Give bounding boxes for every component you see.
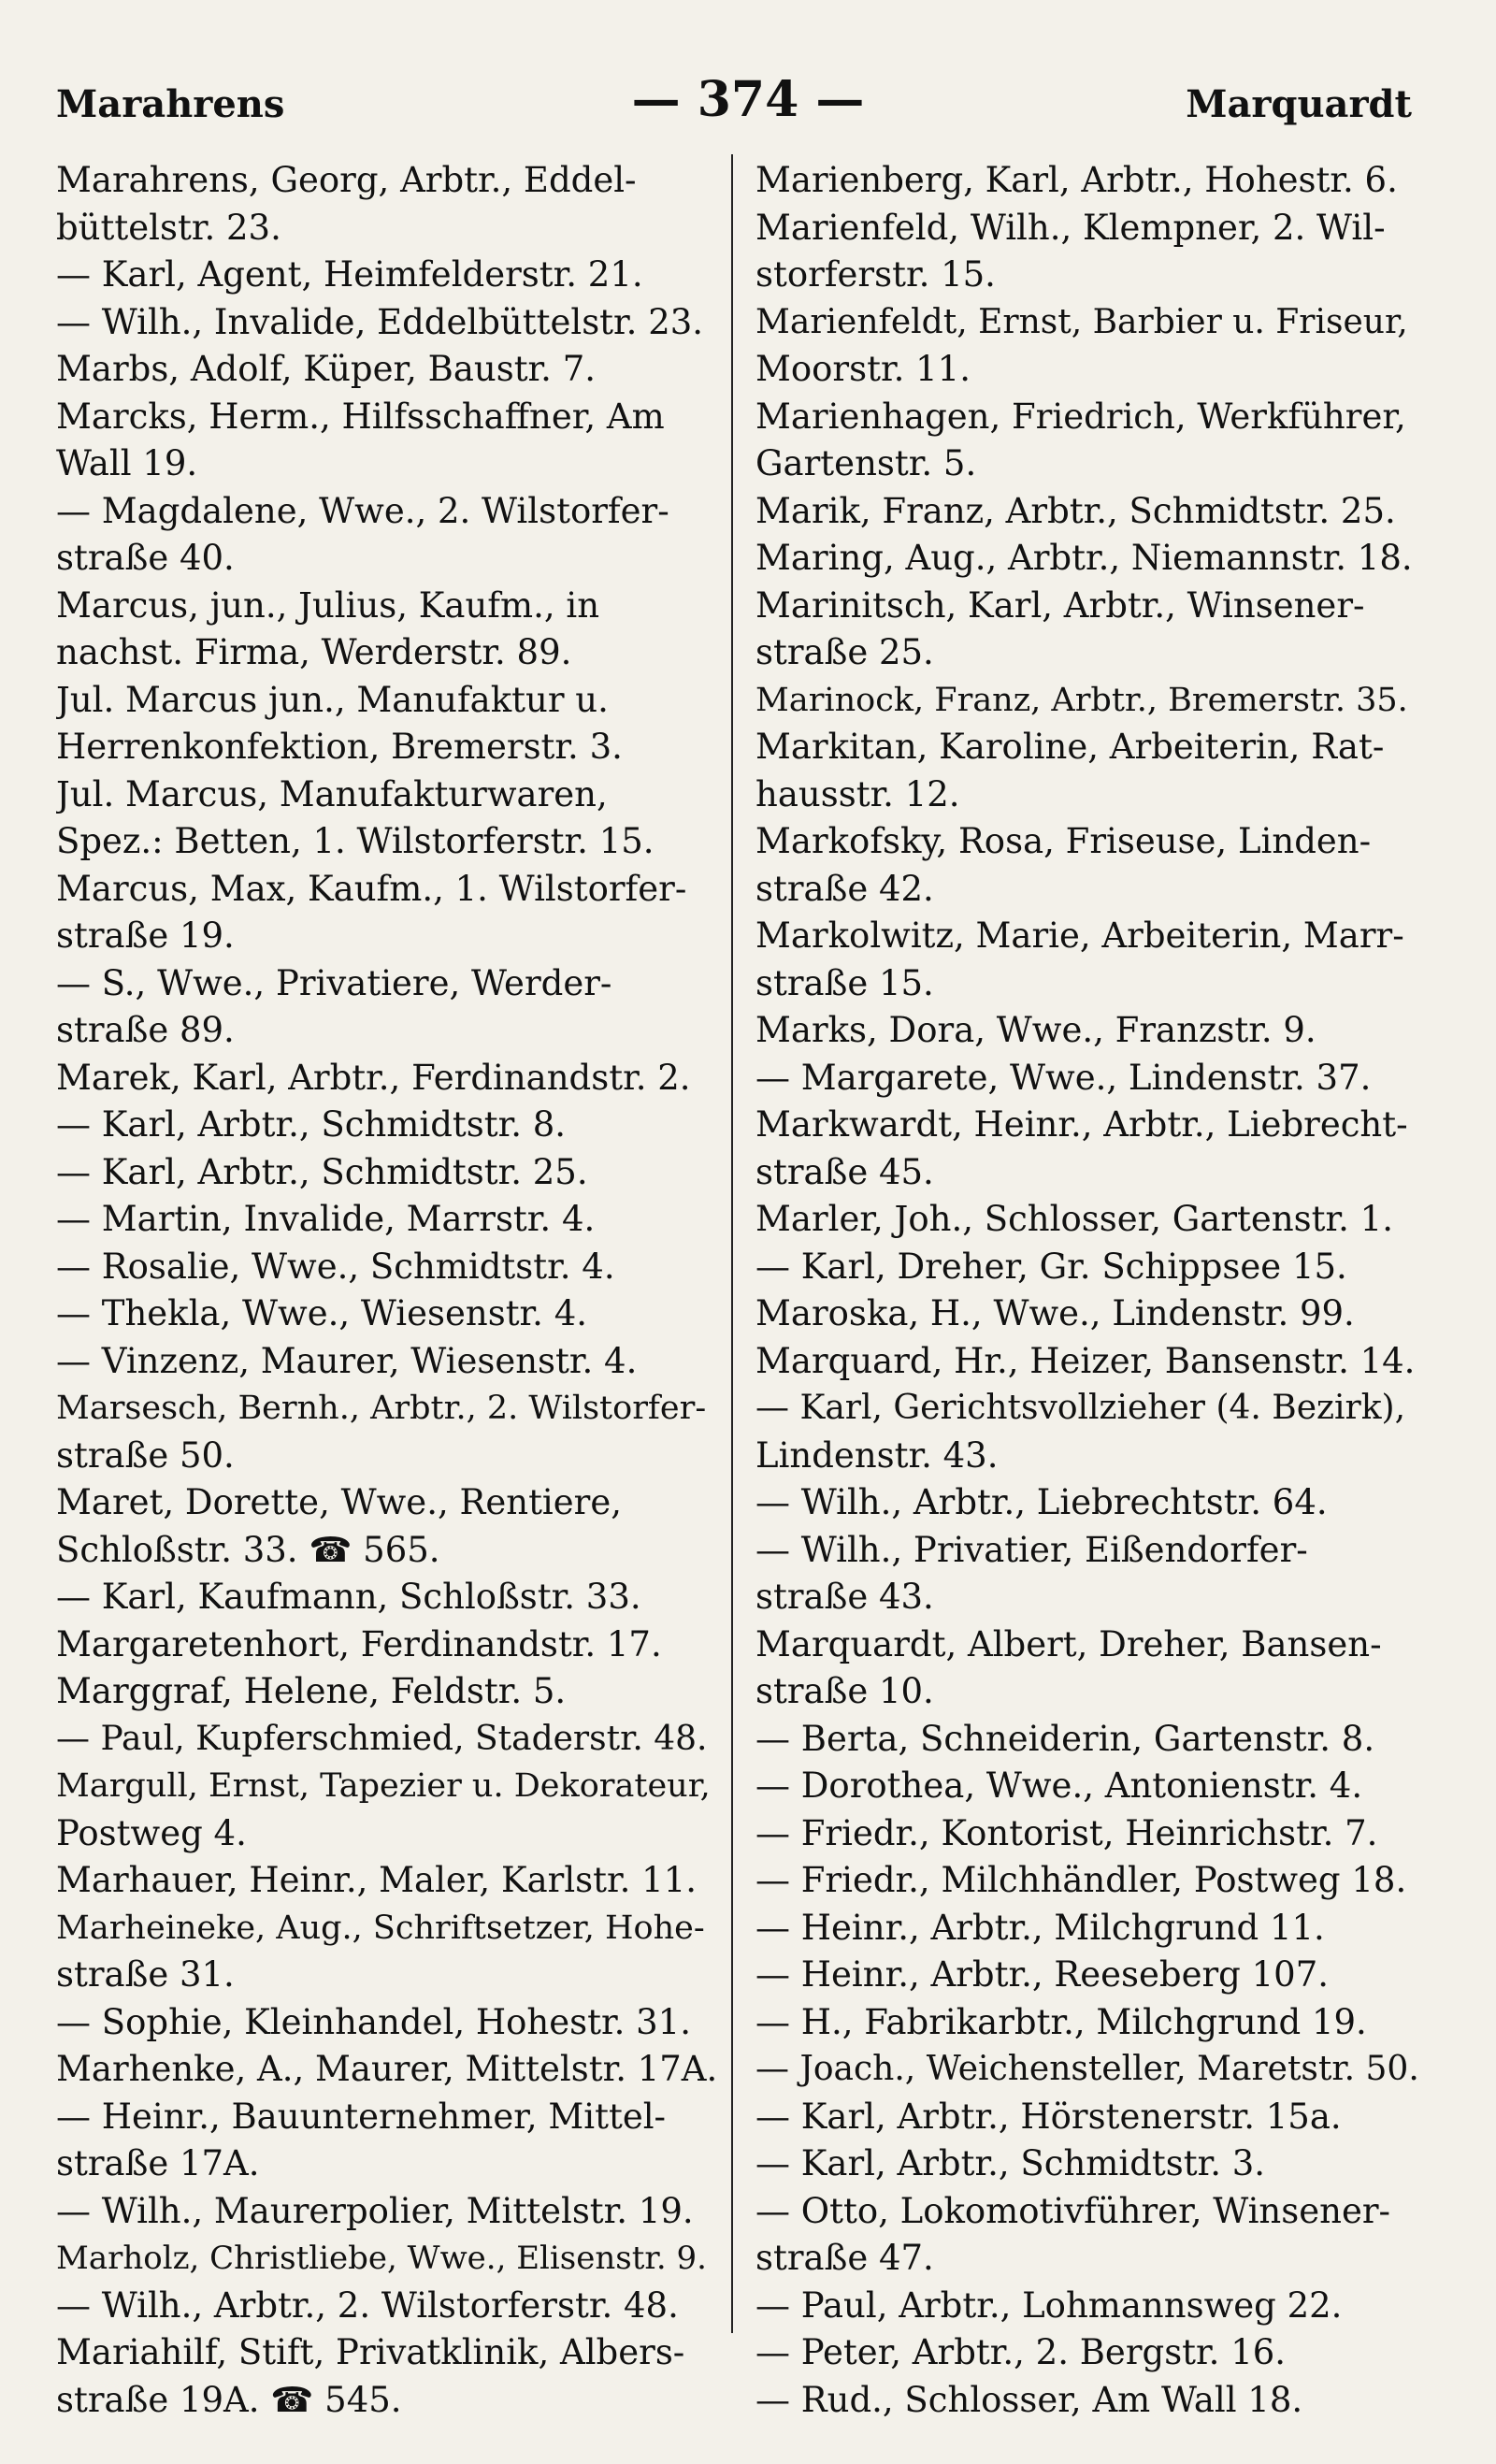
directory-entry: — H., Fabrikarbtr., Milchgrund 19.: [755, 2001, 1367, 2042]
directory-entry: straße 19A. ☎ 545.: [56, 2379, 402, 2420]
directory-entry: Marik, Franz, Arbtr., Schmidtstr. 25.: [755, 490, 1396, 531]
directory-entry: Marienfeld, Wilh., Klempner, 2. Wil-: [755, 207, 1386, 248]
directory-entry: Spez.: Betten, 1. Wilstorferstr. 15.: [56, 821, 654, 861]
directory-entry: straße 31.: [56, 1954, 235, 1995]
directory-entry: — Karl, Arbtr., Schmidtstr. 3.: [755, 2143, 1266, 2183]
directory-entry: hausstr. 12.: [755, 773, 960, 814]
directory-entry: Jul. Marcus jun., Manufaktur u.: [56, 679, 609, 720]
directory-entry: Marsesch, Bernh., Arbtr., 2. Wilstorfer-: [56, 1390, 707, 1427]
directory-entry: — S., Wwe., Privatiere, Werder-: [56, 962, 612, 1003]
directory-entry: Gartenstr. 5.: [755, 443, 977, 483]
directory-entry: Marhenke, A., Maurer, Mittelstr. 17A.: [56, 2049, 718, 2089]
directory-entry: straße 19.: [56, 915, 235, 956]
directory-entry: — Berta, Schneiderin, Gartenstr. 8.: [755, 1718, 1375, 1759]
directory-entry: Marienhagen, Friedrich, Werkführer,: [755, 396, 1406, 437]
directory-entry: — Friedr., Kontorist, Heinrichstr. 7.: [755, 1812, 1378, 1853]
directory-entry: Maret, Dorette, Wwe., Rentiere,: [56, 1482, 623, 1522]
directory-entry: — Wilh., Invalide, Eddelbüttelstr. 23.: [56, 301, 704, 342]
directory-entry: Marcks, Herm., Hilfsschaffner, Am: [56, 396, 665, 437]
directory-entry: straße 47.: [755, 2238, 934, 2278]
directory-entry: Mariahilf, Stift, Privatklinik, Albers-: [56, 2332, 685, 2372]
directory-entry: — Wilh., Maurerpolier, Mittelstr. 19.: [56, 2190, 694, 2231]
directory-entry: — Martin, Invalide, Marrstr. 4.: [56, 1199, 596, 1239]
directory-entry: Markitan, Karoline, Arbeiterin, Rat-: [755, 727, 1385, 767]
left-column: [56, 157, 720, 2424]
directory-entry: Marquardt, Albert, Dreher, Bansen-: [755, 1623, 1382, 1664]
directory-entry: — Otto, Lokomotivführer, Winsener-: [755, 2190, 1391, 2231]
directory-entry: — Peter, Arbtr., 2. Bergstr. 16.: [755, 2332, 1287, 2372]
right-column: [755, 157, 1419, 2424]
directory-entry: Markofsky, Rosa, Friseuse, Linden-: [755, 821, 1372, 861]
directory-entry: Markolwitz, Marie, Arbeiterin, Marr-: [755, 915, 1404, 956]
directory-entry: Moorstr. 11.: [755, 349, 971, 389]
directory-entry: — Karl, Dreher, Gr. Schippsee 15.: [755, 1246, 1347, 1287]
directory-entry: storferstr. 15.: [755, 254, 996, 295]
directory-entry: — Magdalene, Wwe., 2. Wilstorfer-: [56, 490, 669, 531]
directory-entry: — Heinr., Bauunternehmer, Mittel-: [56, 2096, 667, 2137]
directory-entry: — Karl, Gerichtsvollzieher (4. Bezirk),: [755, 1389, 1406, 1427]
directory-entry: — Heinr., Arbtr., Milchgrund 11.: [755, 1907, 1325, 1948]
directory-entry: Marler, Joh., Schlosser, Gartenstr. 1.: [755, 1199, 1393, 1239]
directory-entry: Postweg 4.: [56, 1812, 247, 1853]
directory-entry: straße 45.: [755, 1151, 934, 1192]
directory-entry: — Karl, Kaufmann, Schloßstr. 33.: [56, 1577, 641, 1617]
directory-entry: — Karl, Agent, Heimfelderstr. 21.: [56, 254, 643, 295]
directory-entry: straße 43.: [755, 1577, 934, 1617]
directory-entry: — Heinr., Arbtr., Reeseberg 107.: [755, 1954, 1329, 1995]
directory-entry: — Wilh., Privatier, Eißendorfer-: [755, 1529, 1308, 1570]
directory-entry: Jul. Marcus, Manufakturwaren,: [56, 773, 608, 814]
directory-entry: — Paul, Kupferschmied, Staderstr. 48.: [56, 1719, 708, 1758]
directory-entry: Wall 19.: [56, 443, 198, 483]
directory-entry: Marheineke, Aug., Schriftsetzer, Hohe-: [56, 1909, 705, 1947]
directory-entry: — Dorothea, Wwe., Antonienstr. 4.: [755, 1765, 1363, 1806]
directory-entry: Marholz, Christliebe, Wwe., Elisenstr. 9.: [56, 2240, 707, 2277]
directory-entry: Marienfeldt, Ernst, Barbier u. Friseur,: [755, 302, 1408, 341]
directory-entry: nachst. Firma, Werderstr. 89.: [56, 632, 572, 672]
directory-entry: Marcus, Max, Kaufm., 1. Wilstorfer-: [56, 868, 687, 909]
directory-entry: Marhauer, Heinr., Maler, Karlstr. 11.: [56, 1860, 698, 1900]
directory-entry: straße 25.: [755, 632, 934, 672]
directory-entry: — Sophie, Kleinhandel, Hohestr. 31.: [56, 2001, 691, 2042]
directory-entry: Schloßstr. 33. ☎ 565.: [56, 1529, 440, 1570]
directory-entry: Marek, Karl, Arbtr., Ferdinandstr. 2.: [56, 1057, 691, 1098]
directory-entry: straße 17A.: [56, 2143, 260, 2183]
directory-entry: Margull, Ernst, Tapezier u. Dekorateur,: [56, 1767, 711, 1805]
directory-entry: straße 10.: [755, 1671, 934, 1711]
directory-entry: — Margarete, Wwe., Lindenstr. 37.: [755, 1057, 1372, 1098]
directory-entry: Maroska, H., Wwe., Lindenstr. 99.: [755, 1293, 1355, 1333]
directory-entry: Marahrens, Georg, Arbtr., Eddel-: [56, 160, 637, 200]
directory-entry: straße 40.: [56, 538, 235, 578]
directory-entry: Marks, Dora, Wwe., Franzstr. 9.: [755, 1010, 1316, 1050]
directory-entry: — Vinzenz, Maurer, Wiesenstr. 4.: [56, 1340, 638, 1381]
directory-entry: — Karl, Arbtr., Schmidtstr. 8.: [56, 1104, 567, 1145]
directory-entry: Herrenkonfektion, Bremerstr. 3.: [56, 727, 623, 767]
directory-entry: Margaretenhort, Ferdinandstr. 17.: [56, 1623, 662, 1664]
directory-entry: Marquard, Hr., Heizer, Bansenstr. 14.: [755, 1340, 1416, 1381]
directory-entry: Maring, Aug., Arbtr., Niemannstr. 18.: [755, 538, 1413, 578]
directory-entry: — Rud., Schlosser, Am Wall 18.: [755, 2379, 1303, 2420]
directory-entry: büttelstr. 23.: [56, 207, 281, 248]
directory-entry: — Friedr., Milchhändler, Postweg 18.: [755, 1860, 1407, 1900]
directory-entry: — Paul, Arbtr., Lohmannsweg 22.: [755, 2284, 1343, 2326]
directory-entry: straße 42.: [755, 868, 934, 909]
directory-entry: — Karl, Arbtr., Schmidtstr. 25.: [56, 1151, 588, 1192]
directory-entry: — Joach., Weichensteller, Maretstr. 50.: [755, 2050, 1419, 2088]
running-head-left: Marahrens: [56, 82, 285, 126]
directory-entry: straße 15.: [755, 962, 934, 1003]
running-head-right: Marquardt: [1186, 82, 1412, 126]
directory-entry: Marcus, jun., Julius, Kaufm., in: [56, 584, 600, 626]
directory-entry: Marienberg, Karl, Arbtr., Hohestr. 6.: [755, 160, 1398, 200]
directory-entry: Marinitsch, Karl, Arbtr., Winsener-: [755, 584, 1365, 626]
directory-entry: — Rosalie, Wwe., Schmidtstr. 4.: [56, 1246, 615, 1287]
directory-entry: — Wilh., Arbtr., 2. Wilstorferstr. 48.: [56, 2284, 679, 2326]
page-number: — 374 —: [631, 71, 865, 128]
directory-entry: — Karl, Arbtr., Hörstenerstr. 15a.: [755, 2096, 1342, 2137]
directory-entry: Marggraf, Helene, Feldstr. 5.: [56, 1671, 567, 1711]
directory-entry: — Wilh., Arbtr., Liebrechtstr. 64.: [755, 1482, 1328, 1522]
directory-entry: Marbs, Adolf, Küper, Baustr. 7.: [56, 349, 597, 389]
directory-entry: Marinock, Franz, Arbtr., Bremerstr. 35.: [755, 681, 1408, 719]
directory-entry: Markwardt, Heinr., Arbtr., Liebrecht-: [755, 1104, 1408, 1145]
directory-entry: — Thekla, Wwe., Wiesenstr. 4.: [56, 1293, 588, 1333]
directory-entry: Lindenstr. 43.: [755, 1434, 999, 1476]
directory-entry: straße 50.: [56, 1434, 235, 1476]
directory-entry: straße 89.: [56, 1010, 235, 1050]
column-divider: [731, 154, 733, 2333]
